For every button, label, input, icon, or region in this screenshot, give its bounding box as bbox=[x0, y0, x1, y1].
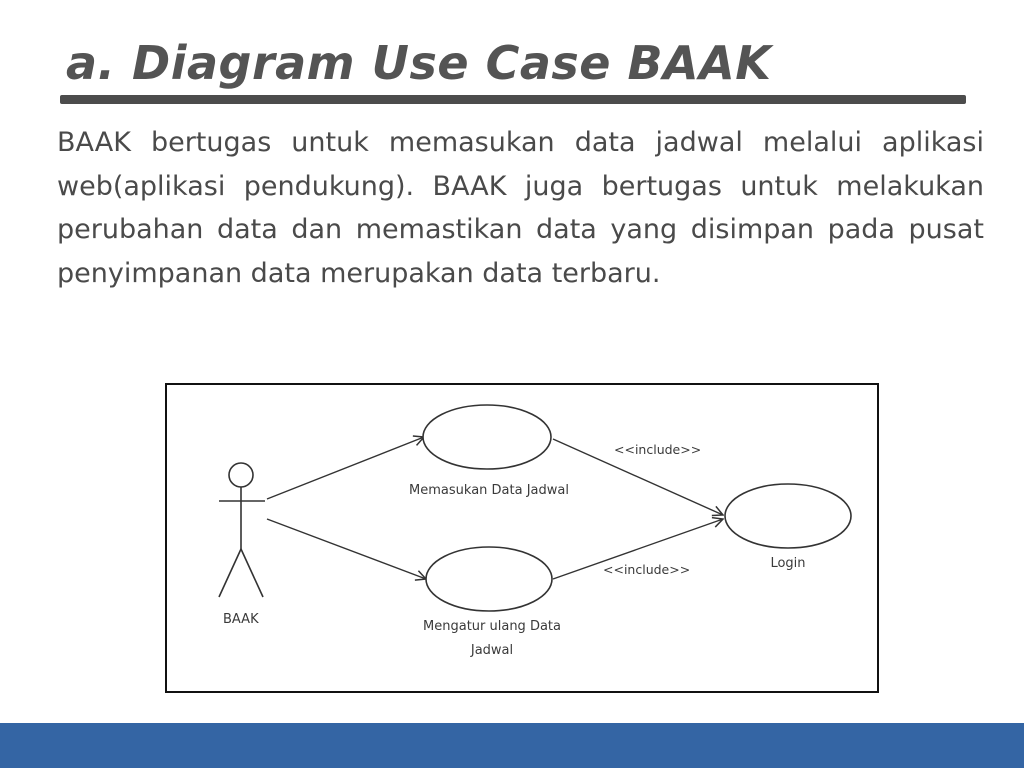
use-case-login bbox=[725, 484, 851, 571]
use-case-ellipse bbox=[725, 484, 851, 548]
use-case-label: Login bbox=[770, 556, 806, 571]
use-case-diagram-canvas bbox=[167, 385, 877, 691]
association-memasukan bbox=[267, 437, 424, 499]
slide-body-text: BAAK bertugas untuk memasukan data jadwal melalui aplikasi web(aplikasi pendukung). BAAK juga bertugas untuk melakukan perubahan data dan memastikan data yang disimpan pada pusat penyimpanan data merupakan data terbaru. bbox=[57, 127, 984, 289]
actor-label: BAAK bbox=[223, 612, 259, 627]
use-case-memasukan-data-jadwal bbox=[409, 405, 569, 498]
footer-bar bbox=[0, 723, 1024, 768]
actor-right-leg bbox=[241, 549, 263, 597]
use-case-label-line-2: Jadwal bbox=[470, 643, 514, 658]
title-underline bbox=[60, 95, 966, 104]
use-case-diagram bbox=[165, 383, 879, 693]
actor-head bbox=[229, 463, 253, 487]
use-case-ellipse bbox=[426, 547, 552, 611]
include-label-bottom: <<include>> bbox=[603, 562, 691, 577]
association-mengatur bbox=[267, 519, 426, 579]
include-label-top: <<include>> bbox=[614, 442, 702, 457]
use-case-ellipse bbox=[423, 405, 551, 469]
use-case-label: Memasukan Data Jadwal bbox=[409, 483, 569, 498]
use-case-label-line-1: Mengatur ulang Data bbox=[423, 619, 561, 634]
use-case-mengatur-ulang-data-jadwal bbox=[423, 547, 561, 658]
actor-baak bbox=[219, 463, 265, 627]
slide-title: a. Diagram Use Case BAAK bbox=[66, 36, 772, 90]
actor-left-leg bbox=[219, 549, 241, 597]
